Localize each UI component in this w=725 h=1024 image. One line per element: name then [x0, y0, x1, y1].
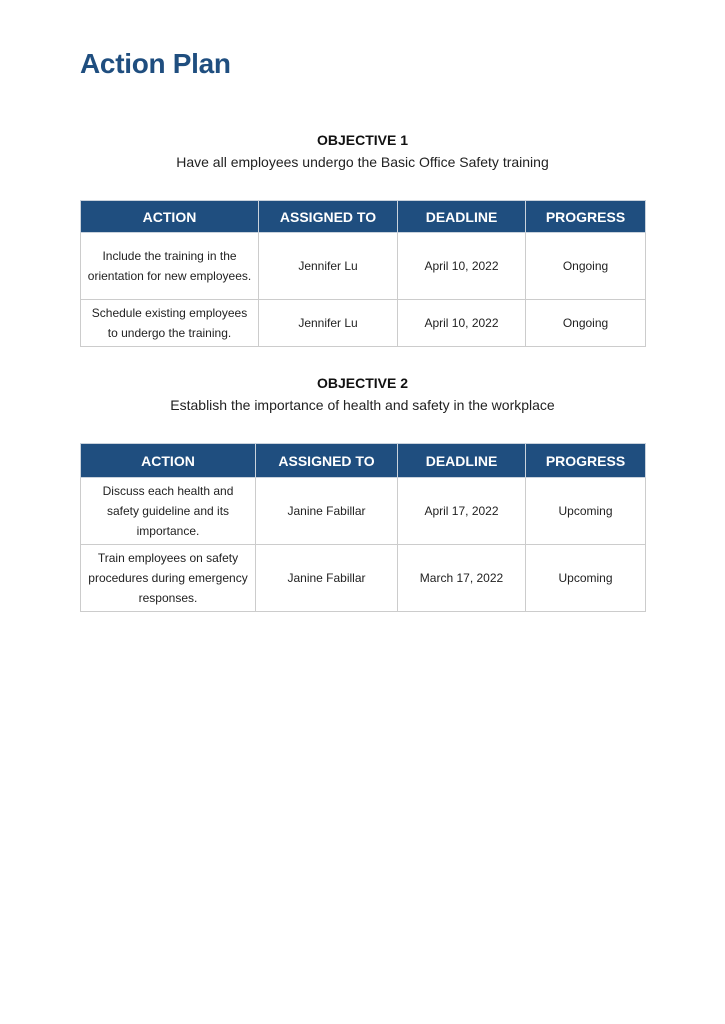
header-action: ACTION — [81, 201, 259, 233]
objective-1-section — [80, 131, 645, 340]
objective-2-table — [80, 443, 646, 612]
table-row — [81, 545, 646, 612]
header-action: ACTION — [81, 444, 256, 478]
cell-action: Train employees on safety procedures during emergency responses. — [81, 545, 256, 612]
header-assigned-to: ASSIGNED TO — [256, 444, 398, 478]
objective-1-table — [80, 200, 646, 347]
cell-progress: Ongoing — [526, 233, 646, 300]
table-header-row — [81, 444, 646, 478]
table-row — [81, 478, 646, 545]
cell-deadline: April 10, 2022 — [398, 300, 526, 347]
cell-progress: Upcoming — [526, 478, 646, 545]
cell-assigned-to: Jennifer Lu — [259, 233, 398, 300]
header-deadline: DEADLINE — [398, 444, 526, 478]
cell-deadline: April 17, 2022 — [398, 478, 526, 545]
cell-deadline: April 10, 2022 — [398, 233, 526, 300]
cell-action: Discuss each health and safety guideline and its importance. — [81, 478, 256, 545]
header-deadline: DEADLINE — [398, 201, 526, 233]
cell-progress: Ongoing — [526, 300, 646, 347]
page-title: Action Plan — [80, 48, 231, 79]
table-header-row — [81, 201, 646, 233]
table-row — [81, 233, 646, 300]
table-row — [81, 300, 646, 347]
cell-assigned-to: Janine Fabillar — [256, 545, 398, 612]
cell-assigned-to: Janine Fabillar — [256, 478, 398, 545]
cell-action: Include the training in the orientation for new employees. — [81, 233, 259, 300]
header-progress: PROGRESS — [526, 444, 646, 478]
header-assigned-to: ASSIGNED TO — [259, 201, 398, 233]
cell-assigned-to: Jennifer Lu — [259, 300, 398, 347]
objective-1-heading: OBJECTIVE 1 — [316, 132, 409, 148]
header-progress: PROGRESS — [526, 201, 646, 233]
objective-2-heading: OBJECTIVE 2 — [316, 375, 409, 391]
cell-action: Schedule existing employees to undergo the training. — [81, 300, 259, 347]
cell-deadline: March 17, 2022 — [398, 545, 526, 612]
objective-2-section — [80, 374, 645, 605]
cell-progress: Upcoming — [526, 545, 646, 612]
objective-1-description: Have all employees undergo the Basic Office Safety training — [176, 154, 549, 170]
objective-2-description: Establish the importance of health and safety in the workplace — [170, 397, 555, 413]
